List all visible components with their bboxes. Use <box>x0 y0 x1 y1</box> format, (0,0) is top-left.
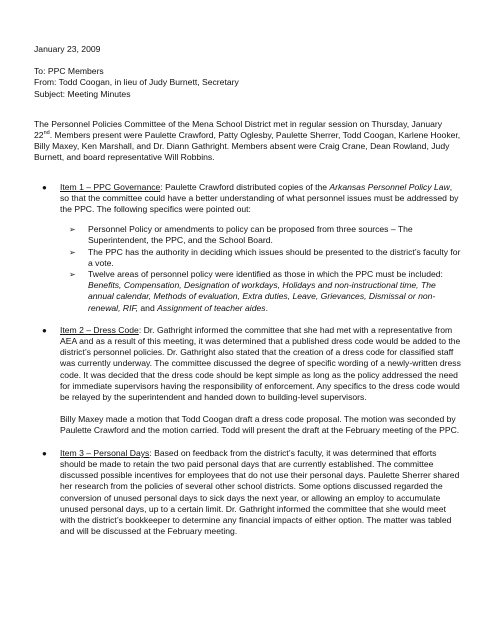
memo-date: January 23, 2009 <box>34 44 101 54</box>
item-1-italic-title: Arkansas Personnel Policy Law <box>329 181 450 192</box>
item-3-text: : Based on feedback from the district’s faculty, it was determined that efforts should be made to retain the two paid personal days that are currently established. The committee discussed possible incentives for employees that do not use their personal days. Paulette Sherrer shared her research from the policies of several other school districts. Some options discussed regarded the conversion of unused personal days to sick days the next year, or allowing an employ to accumulate unused personal days, up to a certain limit. Dr. Gathright informed the committee that she would meet with the district’s bookkeeper to determine any financial impacts of either option. The matter was tabled and will be discussed at the February meeting. <box>60 447 460 537</box>
item-1-heading: Item 1 – PPC Governance <box>60 181 161 192</box>
item-1-point-2-text: The PPC has the authority in deciding which issues should be presented to the district’s faculty for a vote. <box>88 246 461 268</box>
memo-to: To: PPC Members <box>34 66 104 77</box>
item-2 <box>34 325 461 437</box>
bullet-icon: ● <box>42 325 47 335</box>
item-2-motion: Billy Maxey made a motion that Todd Coogan draft a dress code proposal. The motion was seconded by Paulette Crawford and the motion carried. Todd will present the draft at the February meeting of the PPC. <box>60 414 460 436</box>
item-1-point-3 <box>60 269 461 314</box>
intro-paragraph <box>34 119 461 164</box>
item-2-paragraph <box>60 325 461 403</box>
item-1-paragraph <box>60 182 461 216</box>
item-3 <box>34 448 461 538</box>
item-1-text-b: , so that the committee could have a better understanding of what personnel issues must be addressed by the PPC. The following specifics were pointed out: <box>60 181 459 215</box>
arrow-bullet-icon: ➢ <box>69 247 76 257</box>
item-1-points <box>60 224 461 314</box>
bullet-icon: ● <box>42 448 47 458</box>
memo-from: From: Todd Coogan, in lieu of Judy Burnett, Secretary <box>34 77 239 88</box>
arrow-bullet-icon: ➢ <box>69 225 76 235</box>
item-1-point-3-text-c: . <box>265 302 268 313</box>
item-1-point-3-text-a: Twelve areas of personnel policy were identified as those in which the PPC must be included: <box>88 269 443 280</box>
intro-text-a: The Personnel Policies Committee of the Mena School District met in regular session on Thursday, January 22 <box>34 118 443 141</box>
arrow-bullet-icon: ➢ <box>69 270 76 280</box>
intro-superscript: nd <box>43 130 50 137</box>
item-3-paragraph <box>60 448 461 538</box>
intro-text-b: . Members present were Paulette Crawford, Patty Oglesby, Paulette Sherrer, Todd Coogan, Karlene Hooker, Billy Maxey, Ken Marshall, and Dr. Diann Gathright. Members absent were Craig Crane, Dean Rowland, Judy Burnett, and board representative Will Robbins. <box>34 130 461 163</box>
item-1-point-2 <box>60 247 461 269</box>
item-1 <box>34 182 461 314</box>
item-2-heading: Item 2 – Dress Code <box>60 324 139 335</box>
bullet-icon: ● <box>42 182 47 192</box>
item-3-heading: Item 3 – Personal Days <box>60 447 150 458</box>
item-1-point-3-italic-2: Assignment of teacher aides <box>157 302 266 313</box>
agenda-items <box>34 182 461 538</box>
item-1-point-3-text-b: and <box>138 302 158 313</box>
item-1-point-3-italic: Benefits, Compensation, Designation of workdays, Holidays and non-instructional time, The annual calendar, Methods of evaluation, Extra duties, Leave, Grievances, Dismissal or non-renewal, RIF, <box>88 280 436 313</box>
memo-subject: Subject: Meeting Minutes <box>34 88 131 99</box>
item-1-point-1 <box>60 224 461 246</box>
item-2-text: : Dr. Gathright informed the committee that she had met with a representative from AEA and as a result of this meeting, it was determined that a published dress code would be added to the district’s personnel policies. Dr. Gathright also stated that the creation of a dress code for classified staff was currently underway. The committee discussed the degree of specific wording of a newly-written dress code. It was decided that the dress code should be kept simple as long as the policy addressed the need for immediate supervisors having the responsibility of enforcement. Any specifics to the dress code would be relayed by the superintendent and handed down to building-level supervisors. <box>60 324 461 403</box>
item-1-point-1-text: Personnel Policy or amendments to policy can be proposed from three sources – The Superintendent, the PPC, and the School Board. <box>88 224 413 246</box>
item-1-text-a: : Paulette Crawford distributed copies of the <box>160 181 330 192</box>
